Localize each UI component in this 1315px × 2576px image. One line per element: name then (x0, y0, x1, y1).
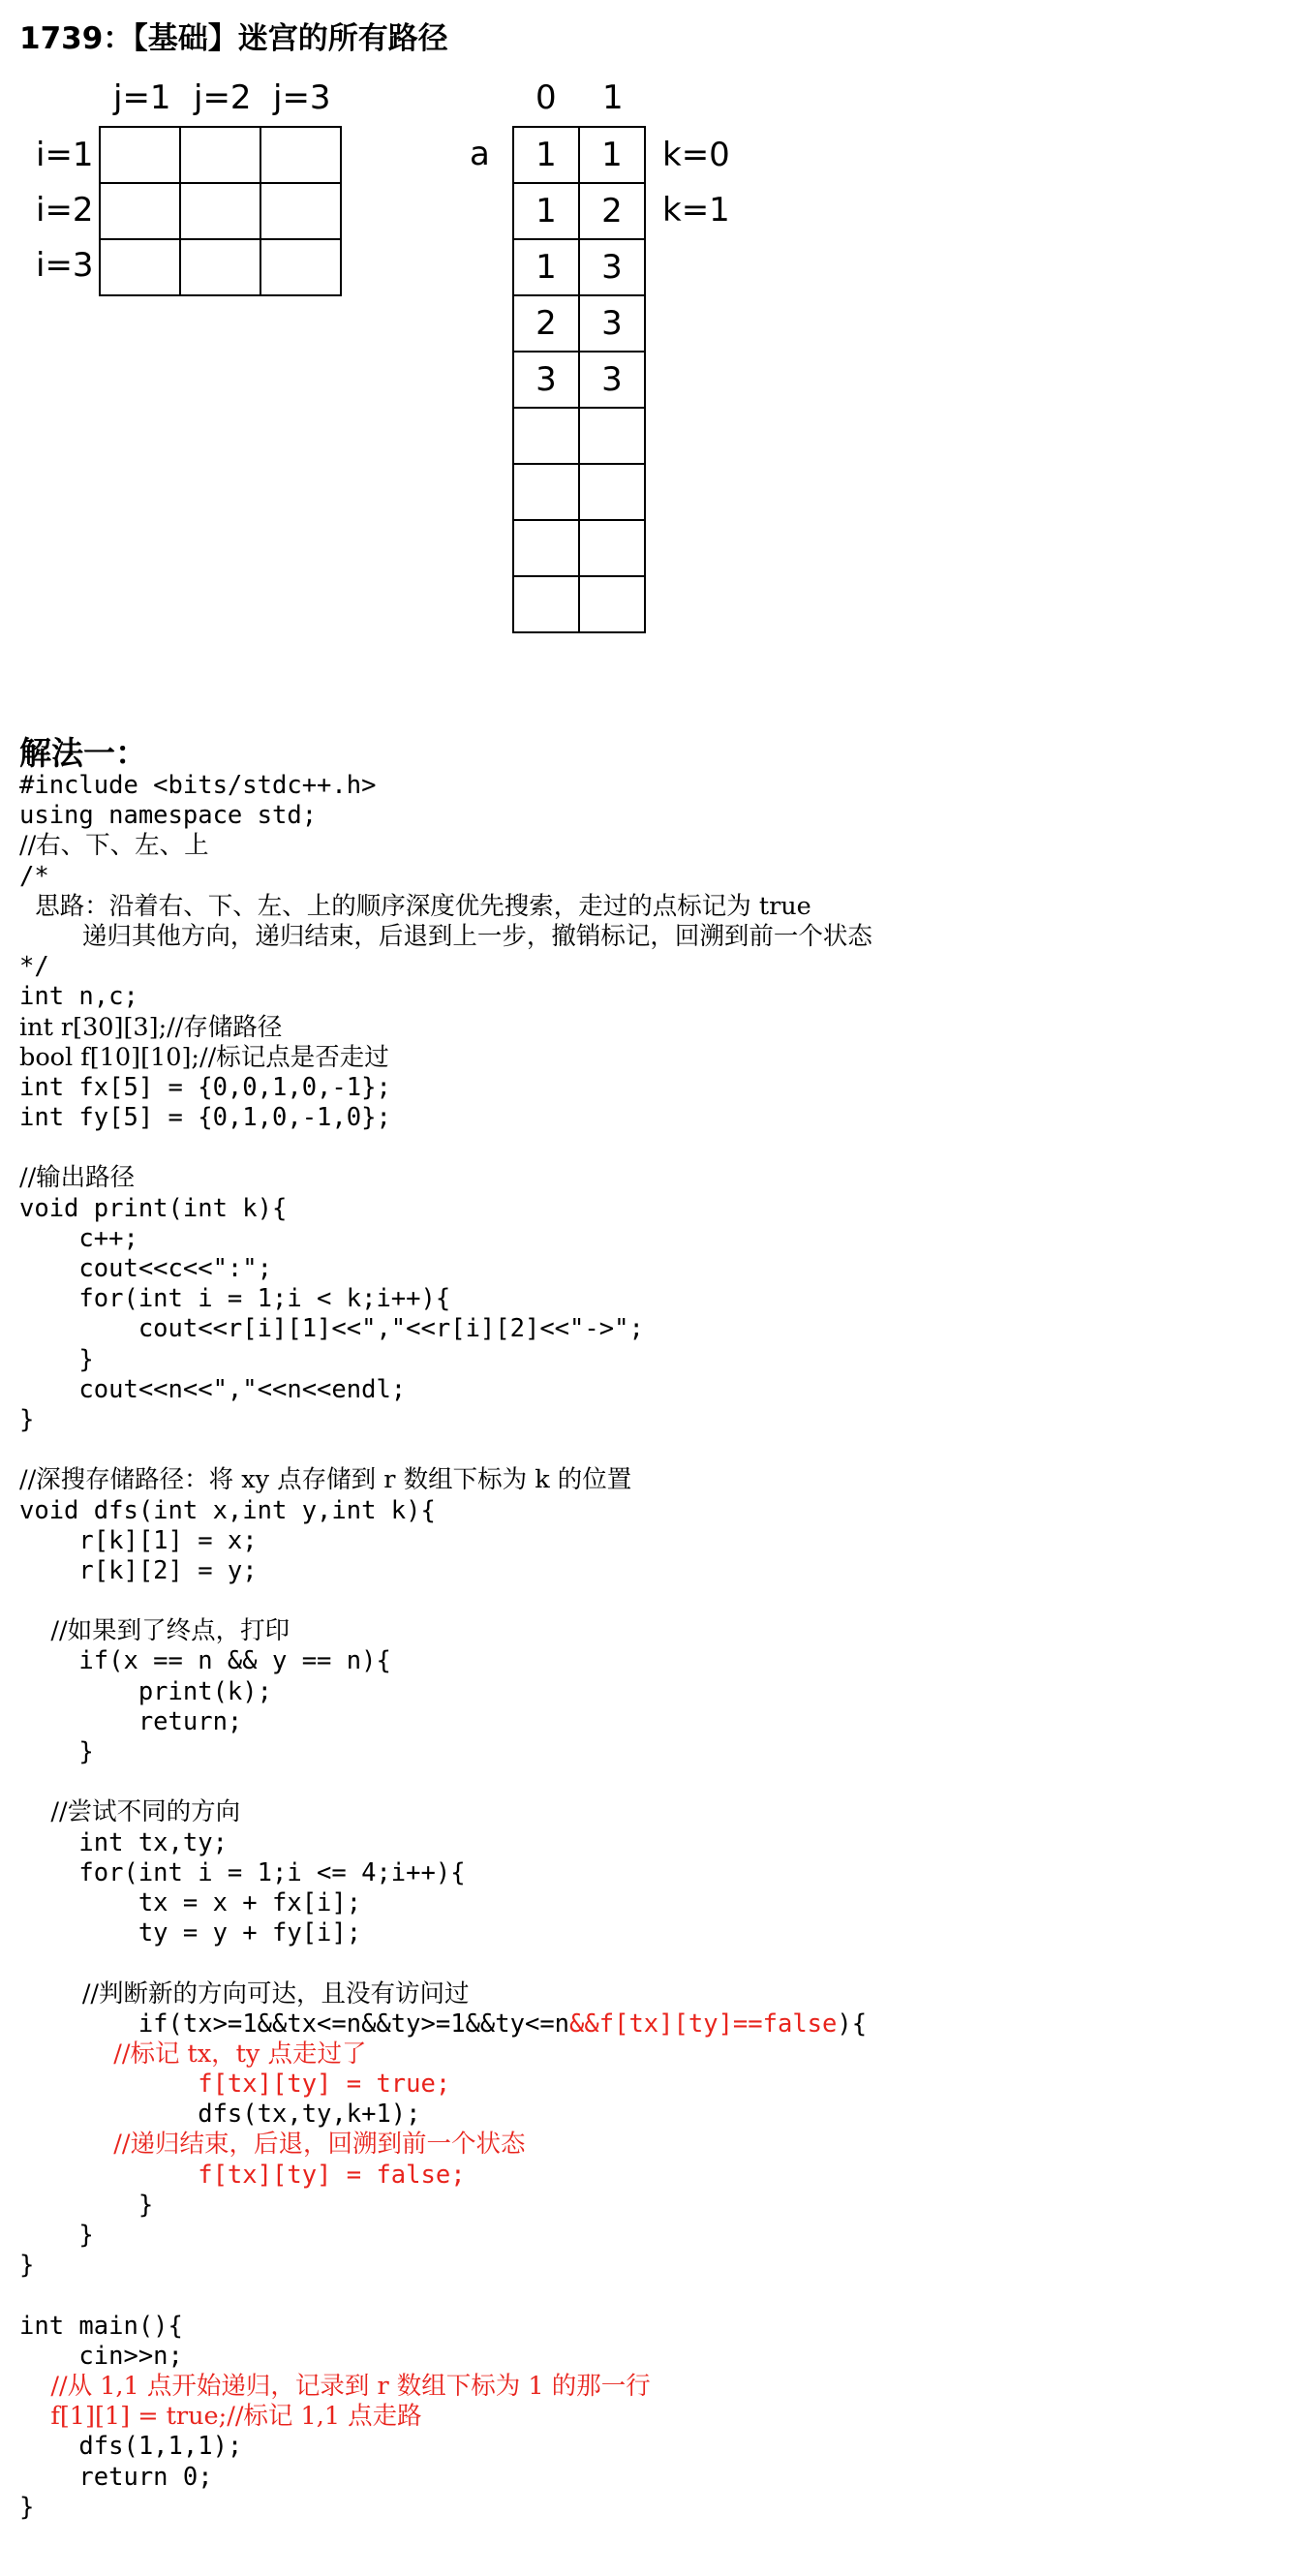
code-line (19, 2281, 872, 2311)
array-cell: 3 (579, 352, 645, 408)
code-line: } (19, 2190, 154, 2220)
grid-row-label: i=1 (36, 136, 94, 174)
array-cell (579, 408, 645, 464)
code-line (19, 1767, 872, 1797)
code-line: //递归结束，后退，回溯到前一个状态 (19, 2130, 526, 2160)
grid-cell (180, 127, 260, 183)
code-line (19, 2009, 872, 2039)
code-line: int tx,ty; (19, 1827, 228, 1857)
code-line: //深搜存储路径：将 xy 点存储到 r 数组下标为 k 的位置 (19, 1465, 632, 1495)
code-line: } (19, 2221, 94, 2250)
code-line: r[k][2] = y; (19, 1555, 258, 1585)
array-col-label: 1 (602, 78, 624, 117)
array-cell: 1 (579, 127, 645, 183)
array-cell: 1 (513, 183, 579, 239)
array-cell (513, 576, 579, 632)
code-line: dfs(tx,ty,k+1); (19, 2100, 421, 2130)
code-line: int fy[5] = {0,1,0,-1,0}; (19, 1103, 391, 1133)
code-line: //如果到了终点，打印 (19, 1616, 291, 1646)
code-line: cin>>n; (19, 2341, 183, 2371)
code-line: #include <bits/stdc++.h> (19, 771, 377, 800)
array-row (513, 408, 645, 464)
array-col-label: 0 (535, 78, 557, 117)
code-line: 思路：沿着右、下、左、上的顺序深度优先搜索，走过的点标记为 true (19, 891, 811, 921)
code-line: void print(int k){ (19, 1193, 288, 1223)
array-cell (579, 520, 645, 576)
grid-col-label: j=3 (273, 78, 331, 117)
code-line: } (19, 1344, 94, 1374)
code-line: int main(){ (19, 2311, 183, 2341)
array-cell: 1 (513, 239, 579, 295)
grid-cell (100, 239, 180, 295)
code-line: tx = x + fx[i]; (19, 1887, 362, 1917)
code-line: } (19, 2492, 35, 2522)
code-line: using namespace std; (19, 801, 318, 831)
grid-row-label: i=2 (36, 191, 94, 230)
code-line: for(int i = 1;i < k;i++){ (19, 1284, 451, 1314)
code-line: ty = y + fy[i]; (19, 1918, 362, 1948)
array-cell: 1 (513, 127, 579, 183)
code-line: } (19, 1404, 35, 1434)
array-row (513, 352, 645, 408)
code-line (19, 1435, 872, 1465)
array-row (513, 127, 645, 183)
array-cell (513, 464, 579, 520)
grid-cell (260, 127, 341, 183)
grid-cell (100, 183, 180, 239)
code-line: /* (19, 861, 49, 891)
code-line: cout<<r[i][1]<<","<<r[i][2]<<"->"; (19, 1314, 644, 1344)
code-line: */ (19, 952, 49, 982)
code-block (19, 771, 872, 2523)
array-name: a (470, 135, 490, 173)
code-line: c++; (19, 1223, 138, 1253)
code-line: void dfs(int x,int y,int k){ (19, 1495, 436, 1525)
section-title: 解法一： (19, 734, 147, 772)
array-row (513, 183, 645, 239)
array-row (513, 576, 645, 632)
code-line: for(int i = 1;i <= 4;i++){ (19, 1857, 466, 1887)
array-cell: 2 (513, 295, 579, 352)
array-cell: 3 (579, 295, 645, 352)
maze-grid (99, 126, 342, 296)
code-line: } (19, 2251, 35, 2281)
array-cell: 3 (513, 352, 579, 408)
code-line: int r[30][3];//存储路径 (19, 1012, 283, 1042)
code-line: cout<<n<<","<<n<<endl; (19, 1374, 407, 1404)
array-cell (579, 576, 645, 632)
grid-col-label: j=1 (113, 78, 171, 117)
code-line: print(k); (19, 1676, 272, 1706)
array-row (513, 295, 645, 352)
code-line (19, 1586, 872, 1616)
code-line: //输出路径 (19, 1163, 136, 1193)
grid-col-label: j=2 (194, 78, 252, 117)
page-title: 1739：【基础】迷宫的所有路径 (19, 21, 448, 56)
grid-cell (260, 239, 341, 295)
array-cell: 3 (579, 239, 645, 295)
array-cell (579, 464, 645, 520)
code-line: r[k][1] = x; (19, 1525, 258, 1555)
code-line: int n,c; (19, 982, 138, 1012)
code-line: } (19, 1737, 94, 1766)
code-line (19, 1133, 872, 1163)
grid-cell (180, 239, 260, 295)
array-cell: 2 (579, 183, 645, 239)
code-line: int fx[5] = {0,0,1,0,-1}; (19, 1072, 391, 1102)
code-line: return 0; (19, 2462, 213, 2492)
code-line: dfs(1,1,1); (19, 2432, 243, 2462)
array-row-note: k=0 (662, 136, 730, 174)
grid-cell (260, 183, 341, 239)
code-line: f[tx][ty] = true; (19, 2070, 451, 2100)
code-line: //标记 tx，ty 点走过了 (19, 2039, 367, 2069)
array-cell (513, 520, 579, 576)
code-line: f[1][1] = true;//标记 1,1 点走路 (19, 2402, 422, 2432)
code-line: 递归其他方向，递归结束，后退到上一步，撤销标记，回溯到前一个状态 (19, 921, 872, 951)
code-line: //尝试不同的方向 (19, 1797, 241, 1827)
array-row-note: k=1 (662, 191, 730, 230)
code-line: //右、下、左、上 (19, 831, 209, 861)
array-row (513, 520, 645, 576)
grid-cell (100, 127, 180, 183)
code-highlight: &&f[tx][ty]==false (569, 2009, 838, 2039)
array-cell (513, 408, 579, 464)
grid-row-label: i=3 (36, 246, 94, 285)
array-row (513, 239, 645, 295)
code-segment: ){ (837, 2009, 868, 2039)
grid-cell (180, 183, 260, 239)
code-line (19, 1948, 872, 1978)
code-line: f[tx][ty] = false; (19, 2160, 466, 2190)
code-line: if(x == n && y == n){ (19, 1646, 391, 1676)
code-line: //判断新的方向可达，且没有访问过 (19, 1978, 470, 2009)
code-line: //从 1,1 点开始递归，记录到 r 数组下标为 1 的那一行 (19, 2371, 651, 2401)
code-line: bool f[10][10];//标记点是否走过 (19, 1042, 389, 1072)
code-segment: if(tx>=1&&tx<=n&&ty>=1&&ty<=n (19, 2009, 570, 2039)
code-line: cout<<c<<":"; (19, 1254, 272, 1283)
array-row (513, 464, 645, 520)
code-line: return; (19, 1706, 243, 1736)
array-table (512, 126, 646, 633)
